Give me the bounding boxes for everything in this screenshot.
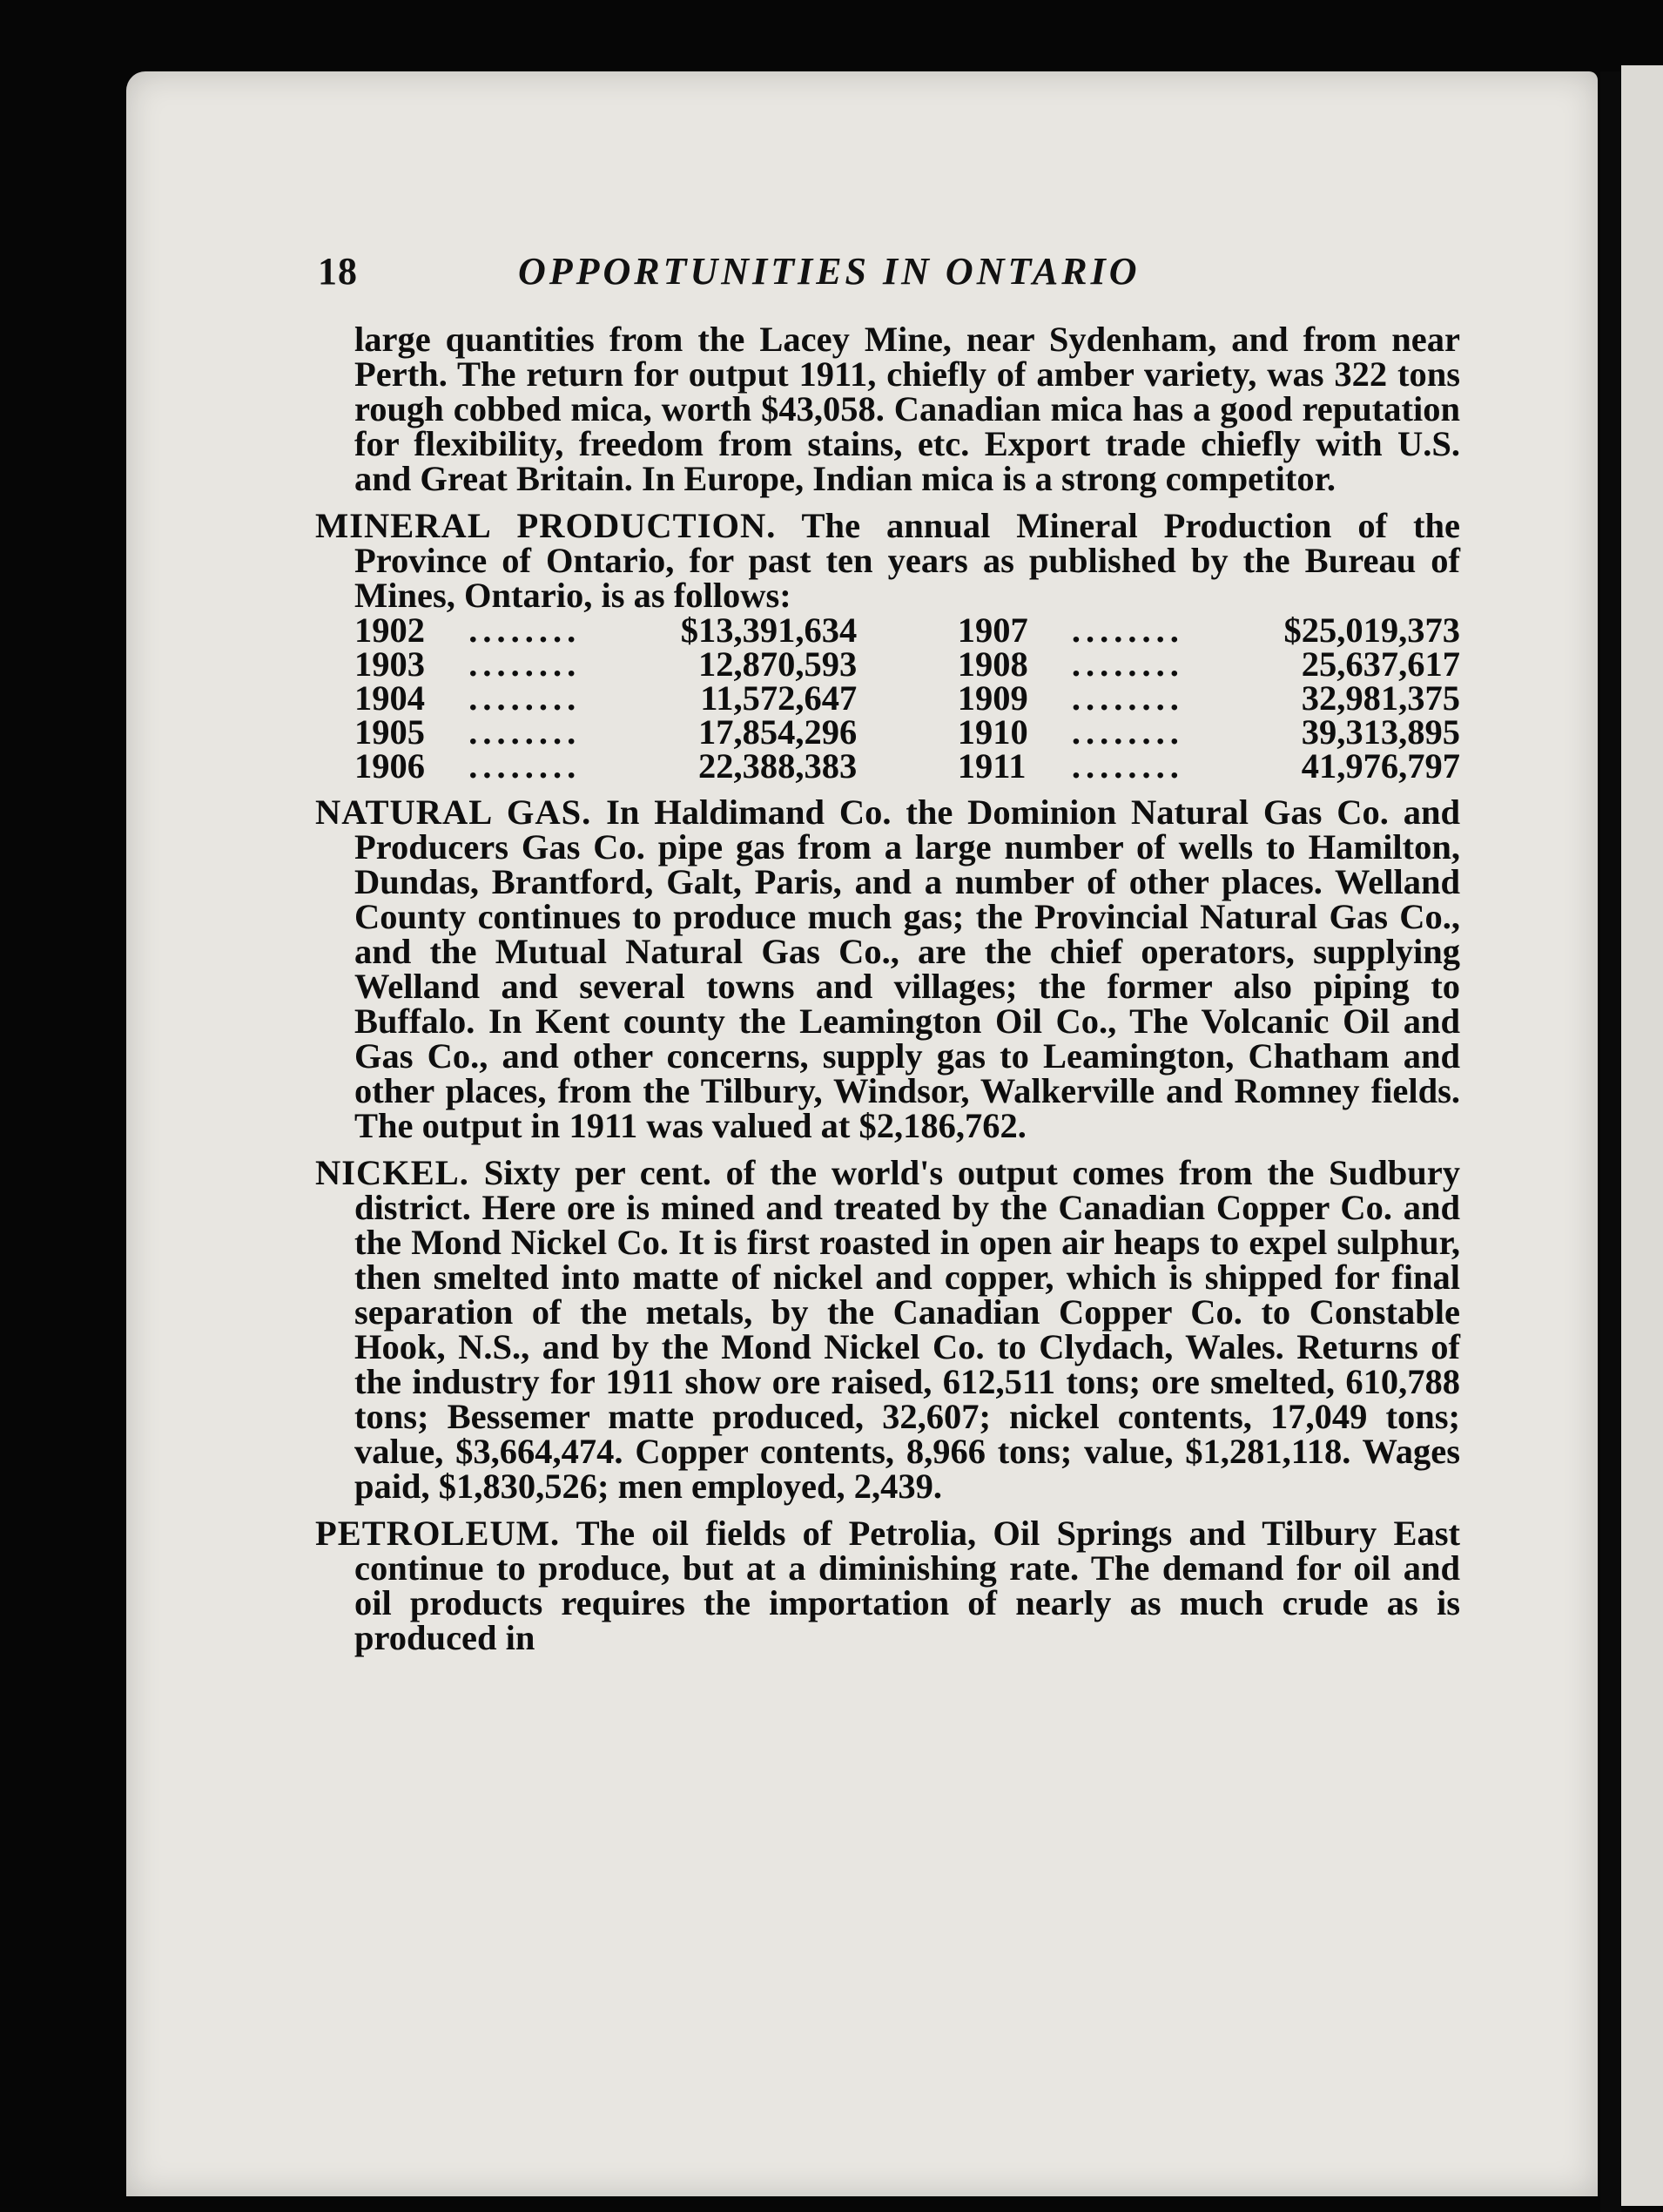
mineral-production-heading: MINERAL PRODUCTION. (315, 506, 777, 545)
production-year: 1911 (957, 746, 1027, 786)
production-value: 25,637,617 (1301, 644, 1460, 684)
production-value: 11,572,647 (700, 678, 858, 718)
production-value: 17,854,296 (697, 712, 858, 752)
production-year: 1909 (957, 678, 1028, 718)
production-value: 32,981,375 (1301, 678, 1460, 718)
column-spacer (857, 647, 957, 681)
natural-gas-heading: NATURAL GAS. (315, 792, 592, 832)
petroleum-paragraph (315, 1516, 1460, 1656)
column-spacer (857, 715, 957, 749)
nickel-text: Sixty per cent. of the world's output comes from the Sudbury district. Here ore is mined and treated by the Canadian Copper Co. and the Mond Nickel Co. It is first roasted in open air heaps to expel sulphur, then smelted into matte of nickel and copper, which is shipped for final separation of the metals, by the Canadian Copper Co. to Constable Hook, N.S., and by the Mond Nickel Co. to Clydach, Wales. Returns of the industry for 1911 show ore raised, 612,511 tons; ore smelted, 610,788 tons; Bessemer matte produced, 32,607; nickel contents, 17,049 tons; value, $3,664,474. Copper contents, 8,966 tons; value, $1,281,118. Wages paid, $1,830,526; men employed, 2,439. (354, 1153, 1461, 1506)
book-gutter (1600, 71, 1621, 2212)
column-spacer (857, 613, 957, 647)
nickel-heading: NICKEL. (315, 1153, 469, 1192)
leader-dots: ........ (468, 610, 582, 650)
production-value: 41,976,797 (1301, 746, 1460, 786)
petroleum-text: The oil fields of Petrolia, Oil Springs and Tilbury East continue to produce, but at a diminishing rate. The demand for oil and oil products requires the importation of nearly as much crude as is produced in (354, 1514, 1460, 1657)
production-year: 1905 (354, 712, 425, 752)
leader-dots: ........ (468, 678, 582, 718)
production-value: 39,313,895 (1301, 712, 1460, 752)
production-row (354, 647, 1460, 681)
column-spacer (857, 749, 957, 783)
page-number: 18 (318, 250, 358, 293)
petroleum-heading: PETROLEUM. (315, 1514, 561, 1553)
production-year: 1903 (354, 644, 425, 684)
production-value: $25,019,373 (1283, 610, 1460, 650)
mineral-production-table (354, 610, 1460, 786)
column-spacer (857, 681, 957, 715)
leader-dots: ........ (1071, 712, 1184, 752)
leader-dots: ........ (468, 644, 582, 684)
leader-dots: ........ (1071, 644, 1184, 684)
page-body (315, 322, 1460, 1656)
natural-gas-text: In Haldimand Co. the Dominion Natural Gas Co. and Producers Gas Co. pipe gas from a large number of wells to Hamilton, Dundas, Brantford, Galt, Paris, and a number of other places. Welland County continues to produce much gas; the Provincial Natural Gas Co., and the Mutual Natural Gas Co., are the chief operators, supplying Welland and several towns and villages; the former also piping to Buffalo. In Kent county the Leamington Oil Co., The Volcanic Oil and Gas Co., and other concerns, supply gas to Leamington, Chatham and other places, from the Tilbury, Windsor, Walkerville and Romney fields. The output in 1911 was valued at $2,186,762. (354, 792, 1460, 1145)
leader-dots: ........ (1071, 610, 1184, 650)
leader-dots: ........ (468, 712, 582, 752)
leader-dots: ........ (1071, 746, 1184, 786)
mineral-production-text: The annual Mineral Production of the Province of Ontario, for past ten years as published by the Bureau of Mines, Ontario, is as follows: (354, 506, 1460, 615)
leader-dots: ........ (468, 746, 582, 786)
production-value: 22,388,383 (697, 746, 858, 786)
production-value: 12,870,593 (697, 644, 858, 684)
production-row (354, 715, 1460, 749)
production-year: 1908 (957, 644, 1028, 684)
production-row (354, 613, 1460, 647)
adjacent-page-edge (1621, 65, 1663, 2206)
production-year: 1902 (354, 610, 425, 650)
production-year: 1907 (957, 610, 1028, 650)
production-row (354, 681, 1460, 715)
mica-continuation-paragraph: large quantities from the Lacey Mine, near Sydenham, and from near Perth. The return for output 1911, chiefly of amber variety, was 322 tons rough cobbed mica, worth $43,058. Canadian mica has a good reputation for flexibility, freedom from stains, etc. Export trade chiefly with U.S. and Great Britain. In Europe, Indian mica is a strong competitor. (354, 320, 1460, 498)
leader-dots: ........ (1071, 678, 1184, 718)
production-row (354, 749, 1460, 783)
production-value: $13,391,634 (680, 610, 858, 650)
production-year: 1906 (354, 746, 425, 786)
natural-gas-paragraph (315, 792, 1460, 1145)
production-year: 1910 (957, 712, 1028, 752)
nickel-paragraph (315, 1153, 1461, 1506)
production-year: 1904 (354, 678, 425, 718)
running-head: OPPORTUNITIES IN ONTARIO (518, 250, 1141, 293)
mineral-production-paragraph (315, 506, 1460, 615)
